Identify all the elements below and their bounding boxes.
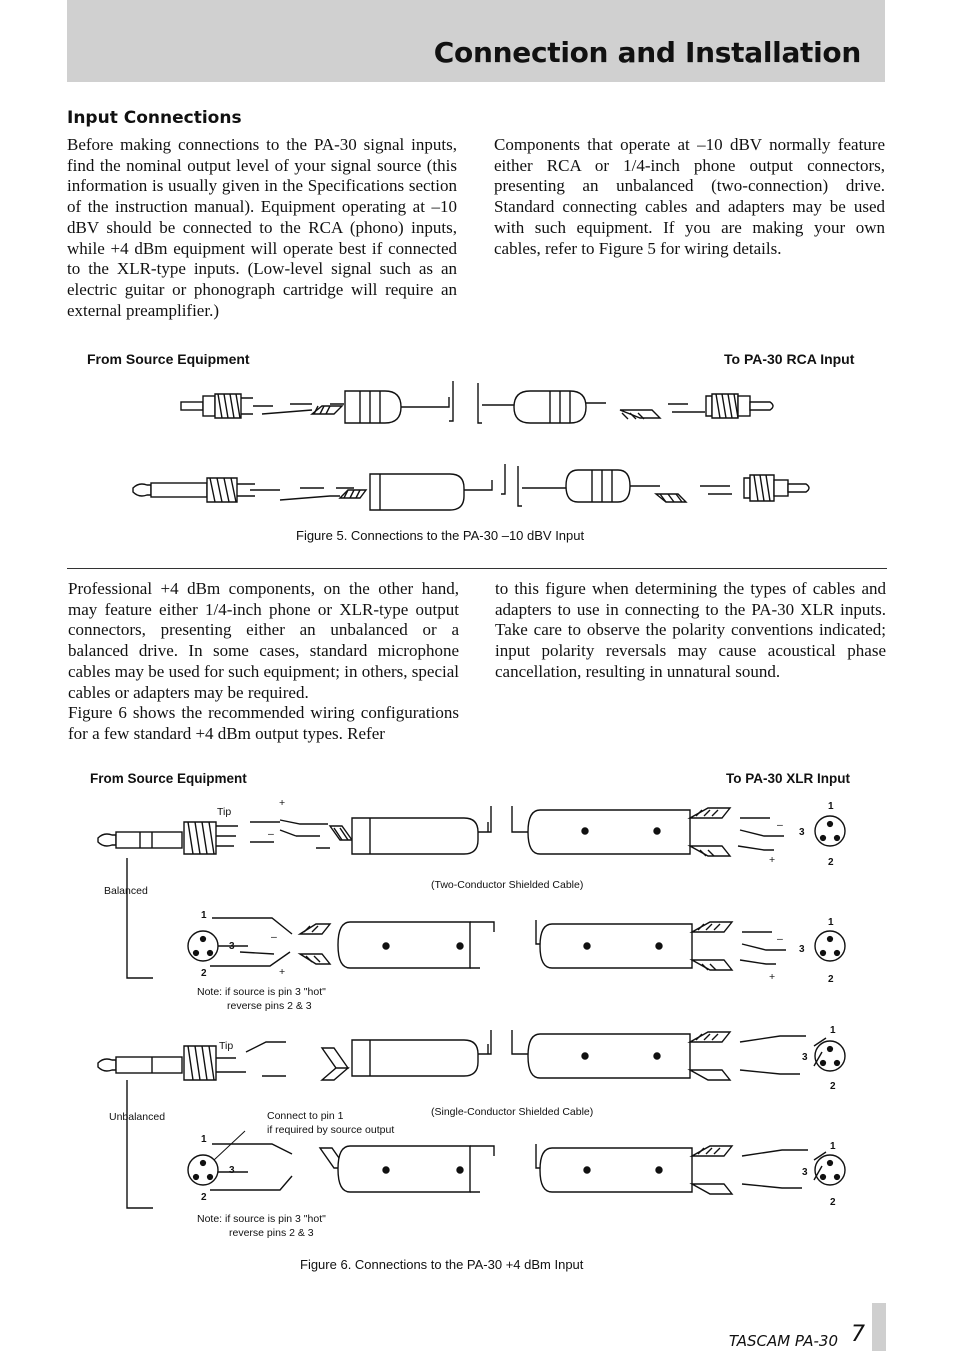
paragraph-figure6-ref: Figure 6 shows the recommended wiring configurations for a few standard +4 dBm output types. Refer — [68, 703, 459, 743]
fig5-rca-plug-left — [181, 394, 253, 418]
fig6-note1-line2: reverse pins 2 & 3 — [227, 1000, 312, 1012]
fig6-pin3-label-e: 3 — [229, 1165, 235, 1176]
fig6-xlr-male-src-2 — [188, 1131, 494, 1192]
fig6-pin2-label-d: 2 — [830, 1081, 836, 1092]
fig6-pin2-label-f: 2 — [830, 1197, 836, 1208]
paragraph-professional-text: Professional +4 dBm components, on the other hand, may feature either 1/4-inch phone or XLR-type output connectors, presenting either an unbalanced or a balanced drive. In some cases, standard microphone cables may be used for such equipment; in others, special cables or adapters may be required. — [68, 579, 459, 702]
fig5-wires-left-1 — [253, 404, 344, 414]
fig6-caption: Figure 6. Connections to the PA-30 +4 dBm Input — [300, 1257, 584, 1272]
fig6-connect-line1: Connect to pin 1 — [267, 1110, 344, 1122]
fig6-xlr-female-3 — [512, 1030, 845, 1080]
page-number: 7 — [851, 1322, 865, 1347]
fig6-pin3-label-b: 3 — [229, 941, 235, 952]
fig6-note1-line1: Note: if source is pin 3 "hot" — [197, 986, 326, 998]
fig6-pin2-label-e: 2 — [201, 1192, 207, 1203]
fig6-plus-label-2: + — [769, 854, 776, 866]
fig6-pin2-label-b: 2 — [201, 968, 207, 979]
fig6-xlr-female-1 — [512, 806, 845, 856]
fig6-minus-label-1: – — [268, 828, 274, 840]
fig6-plus-label-4: + — [769, 971, 776, 983]
fig5-rca-jack-right-2 — [518, 466, 809, 506]
paragraph-polarity: to this figure when determining the types of cables and adapters to use in connecting to the PA-30 XLR inputs. Take care to observe the polarity conventions indicated; input polarity reversals may cause acoustical phase cancellation, resulting in unnatural sound. — [495, 579, 886, 681]
fig6-unbalanced-label: Unbalanced — [109, 1111, 166, 1123]
fig6-pin3-label-f: 3 — [802, 1167, 808, 1178]
fig6-two-conductor-label: (Two-Conductor Shielded Cable) — [431, 879, 584, 891]
fig6-pin2-label-a: 2 — [828, 857, 834, 868]
fig6-xlr-female-4 — [536, 1144, 845, 1194]
fig6-balanced-bracket — [127, 858, 153, 978]
fig6-pin2-label-c: 2 — [828, 974, 834, 985]
fig6-balanced-label: Balanced — [104, 885, 148, 897]
fig6-tip-label-2: Tip — [219, 1040, 234, 1052]
fig6-plus-label-3: + — [279, 966, 286, 978]
fig5-sleeve-left — [345, 381, 453, 423]
fig6-unbalanced-bracket — [127, 1080, 153, 1208]
paragraph-rca: Components that operate at –10 dBV normally feature either RCA or 1/4-inch phone output connectors, presenting an unbalanced (two-connection) drive. Standard connecting cables and adapters may be used with such equipment. If you are making your own cables, refer to Figure 5 for wiring details. — [494, 135, 885, 258]
fig6-tip-label-1: Tip — [217, 806, 232, 818]
fig6-note2-line2: reverse pins 2 & 3 — [229, 1227, 314, 1239]
fig6-minus-label-2: – — [777, 819, 783, 831]
fig6-plus-label-1: + — [279, 797, 286, 809]
paragraph-intro: Before making connections to the PA-30 signal inputs, find the nominal output level of your signal source (this information is usually given in the Specifications section of the instruction manual). Equipment operating at –10 dBV should be connected to the RCA (phono) inputs, while +4 dBm equipment will operate best if connected to the XLR-type inputs. (Low-level signal such as an electric guitar or phonograph cartridge will require an external preamplifier.) — [67, 135, 457, 320]
fig6-pin3-label-d: 3 — [802, 1052, 808, 1063]
fig5-wires-left-2 — [250, 488, 366, 500]
fig6-pin1-label-a: 1 — [828, 801, 834, 812]
side-tab — [872, 1303, 886, 1351]
section-title: Input Connections — [67, 108, 242, 128]
fig5-jack-body-left — [370, 464, 505, 510]
fig6-pin1-label-f: 1 — [830, 1141, 836, 1152]
fig5-from-label: From Source Equipment — [87, 351, 250, 367]
fig6-pin1-label-c: 1 — [828, 917, 834, 928]
fig6-single-conductor-label: (Single-Conductor Shielded Cable) — [431, 1106, 594, 1118]
fig6-pin1-label-b: 1 — [201, 910, 207, 921]
footer-brand: TASCAM PA-30 — [728, 1332, 838, 1350]
fig5-phone-plug-left — [133, 478, 255, 502]
page-title: Connection and Installation — [433, 36, 861, 69]
fig6-from-label: From Source Equipment — [90, 771, 247, 786]
fig6-pin3-label-c: 3 — [799, 944, 805, 955]
fig5-caption: Figure 5. Connections to the PA-30 –10 dBV Input — [296, 528, 585, 543]
fig6-pin1-label-d: 1 — [830, 1025, 836, 1036]
fig6-note2-line1: Note: if source is pin 3 "hot" — [197, 1213, 326, 1225]
fig6-pin1-label-e: 1 — [201, 1134, 207, 1145]
fig6-to-label: To PA-30 XLR Input — [726, 771, 850, 786]
fig6-minus-label-3: – — [271, 931, 277, 943]
fig5-to-label: To PA-30 RCA Input — [724, 351, 855, 367]
fig6-trs-plug-1 — [98, 822, 216, 854]
fig6-wires-balanced-1 — [216, 806, 491, 854]
fig6-minus-label-4: – — [777, 933, 783, 945]
fig5-sleeve-right — [478, 383, 586, 423]
fig6-connect-line2: if required by source output — [267, 1124, 395, 1136]
fig6-pin3-label-a: 3 — [799, 827, 805, 838]
fig6-ts-plug-2 — [98, 1030, 491, 1080]
fig5-wires-right-1 — [586, 403, 705, 419]
fig5-rca-plug-right — [706, 394, 773, 418]
